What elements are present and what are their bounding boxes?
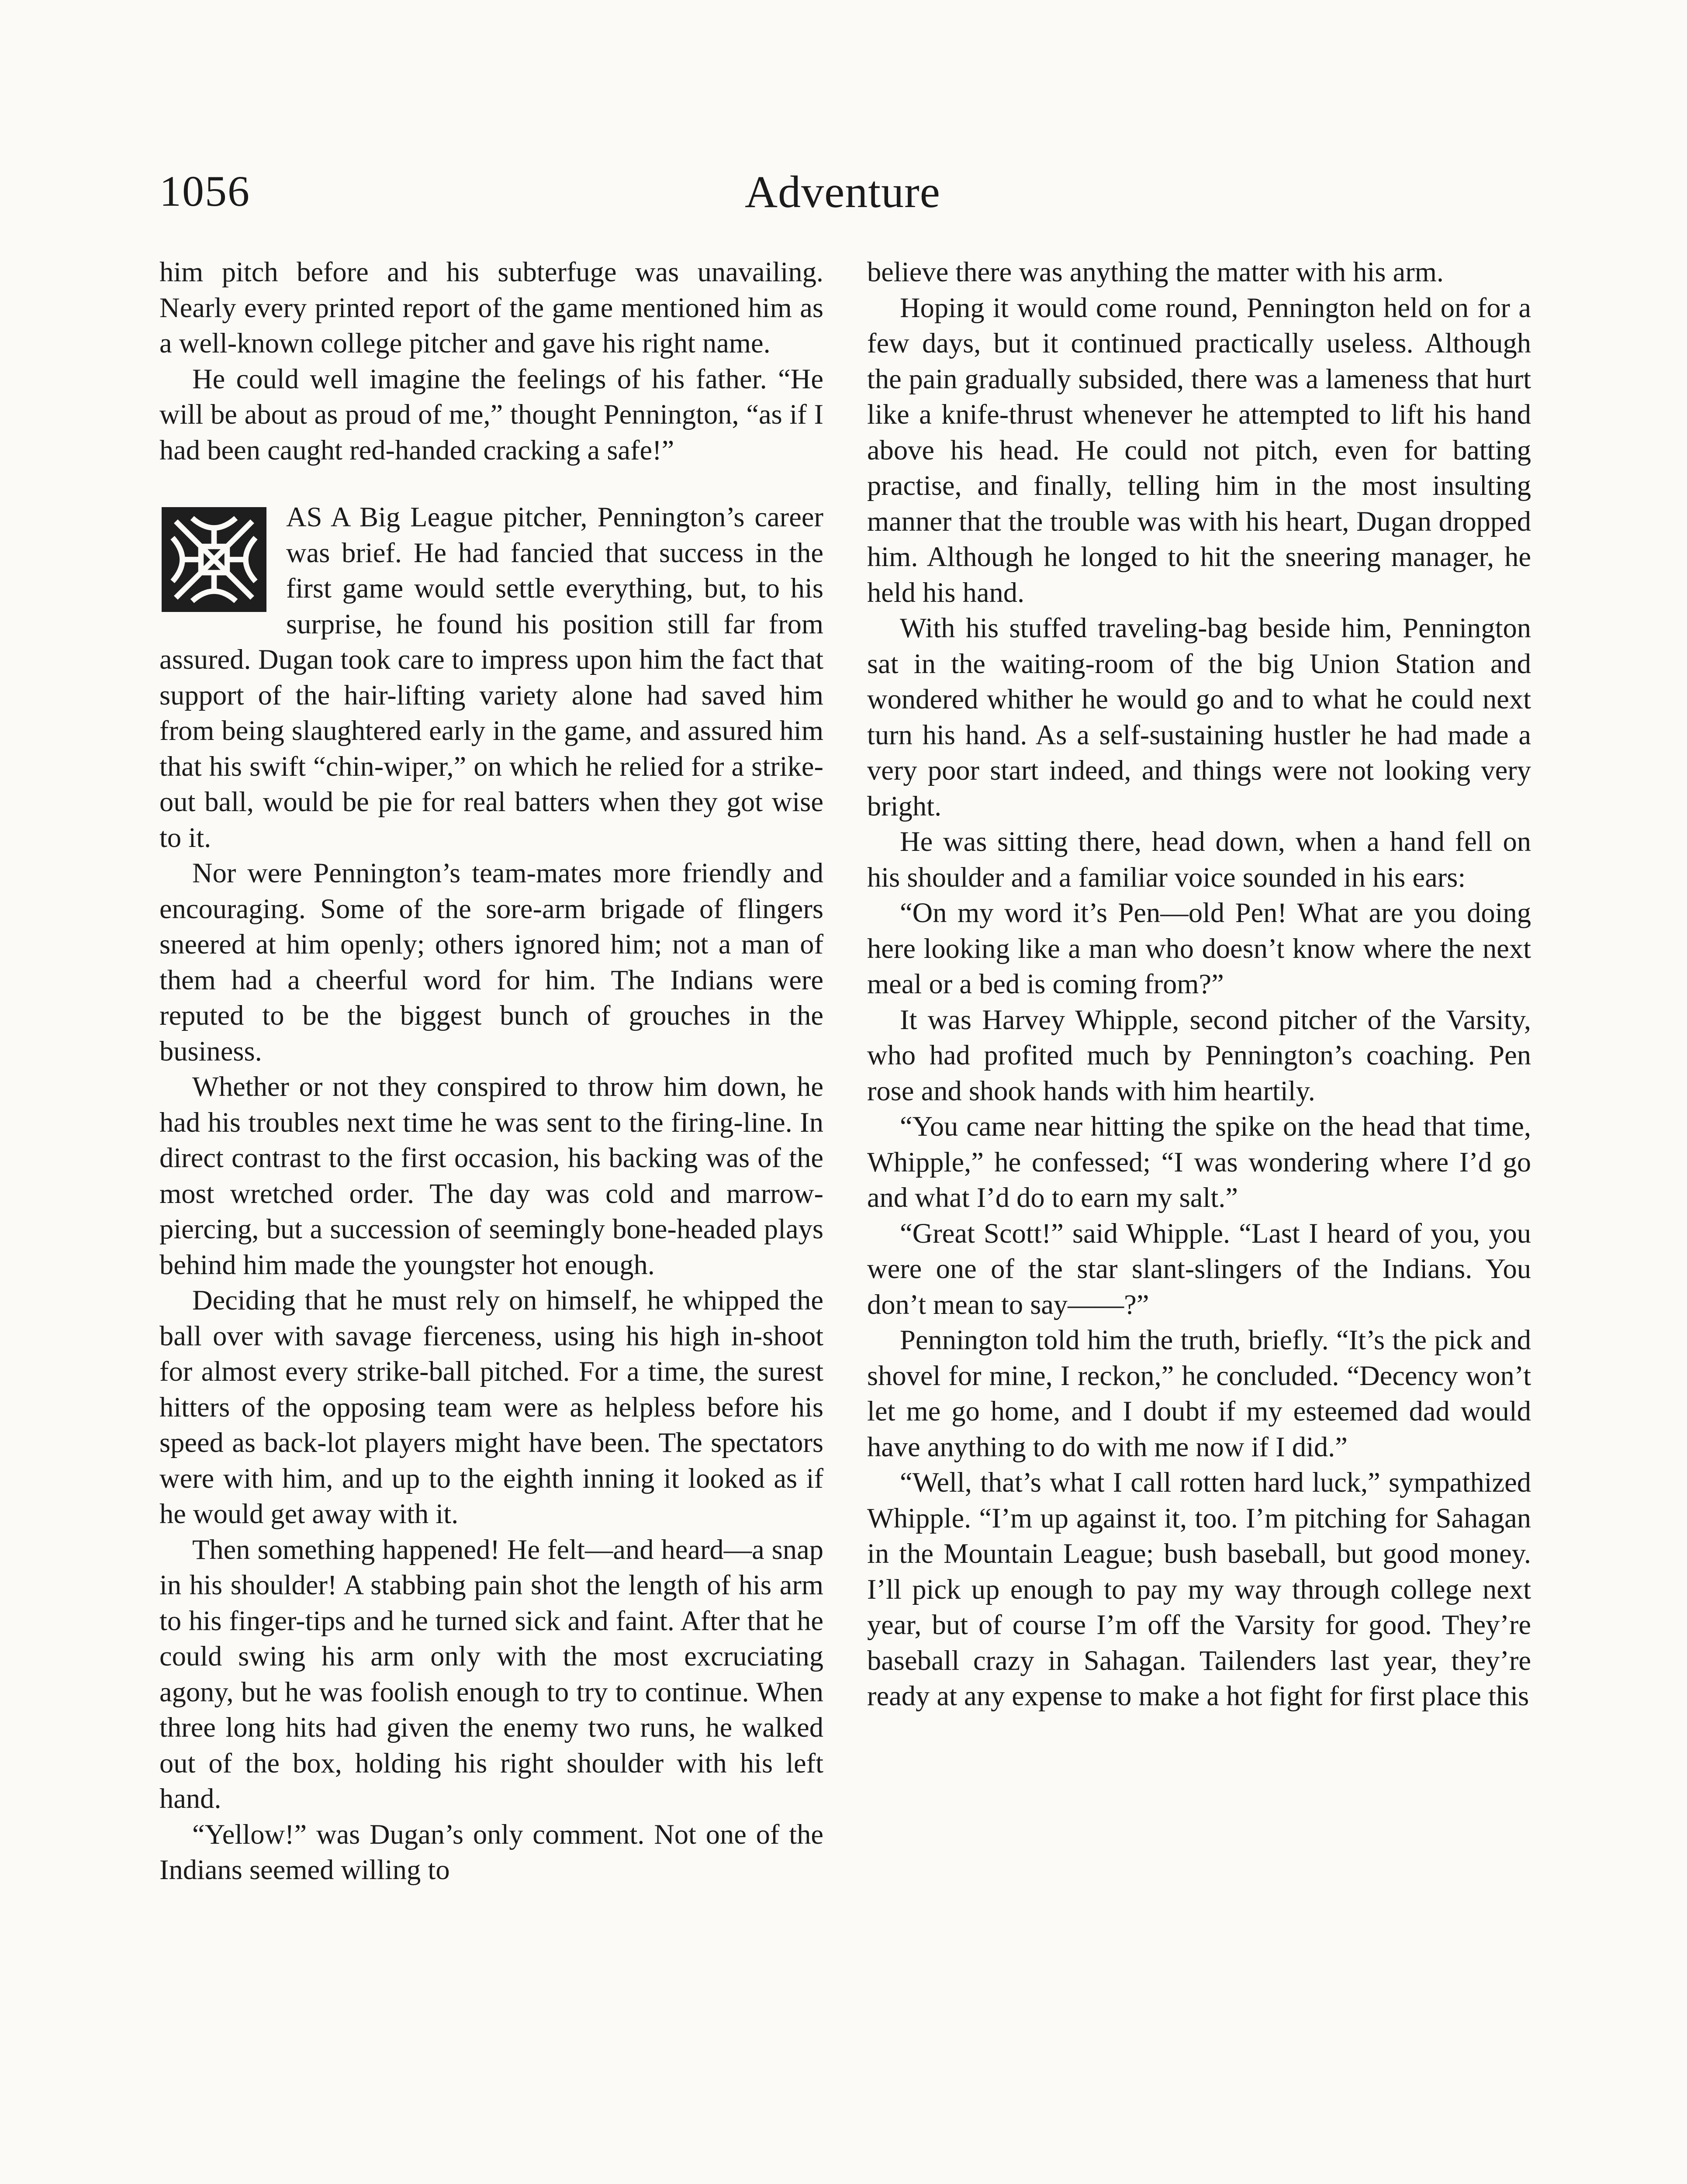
- paragraph: Then something happened! He felt—and heard—a snap in his shoulder! A stabbing pain shot the length of his arm to his finger-tips and he turned sick and faint. After that he could swing his arm only with the most excruciating agony, but he was foolish enough to try to continue. When three long hits had given the enemy two runs, he walked out of the box, holding his right shoulder with his left hand.: [159, 1534, 823, 1814]
- paragraph: “Well, that’s what I call rotten hard luck,” sympathized Whipple. “I’m up against it, too. I’m pitching for Sahagan in the Mountain League; bush baseball, but good money. I’ll pick up enough to pay my way through college next year, but of course I’m off the Varsity for good. They’re baseball crazy in Sahagan. Tailenders last year, they’re ready at any expense to make a hot fight for first place this: [867, 1467, 1531, 1711]
- section-break: [159, 468, 823, 499]
- page-number: 1056: [159, 167, 250, 215]
- paragraph: “You came near hitting the spike on the head that time, Whipple,” he confessed; “I was wondering where I’d go and what I’d do to earn my salt.”: [867, 1111, 1531, 1213]
- running-head: Adventure: [745, 167, 940, 217]
- paragraph: “Great Scott!” said Whipple. “Last I heard of you, you were one of the star slant-slingers of the Indians. You don’t mean to say——?”: [867, 1217, 1531, 1320]
- paragraph: “Yellow!” was Dugan’s only comment. Not one of the Indians seemed willing to: [159, 1818, 823, 1885]
- left-column: [159, 254, 823, 1888]
- paragraph: him pitch before and his subterfuge was unavailing. Nearly every printed report of the game mentioned him as a well-known college pitcher and gave his right name.: [159, 256, 823, 359]
- paragraph: Nor were Pennington’s team-mates more friendly and encouraging. Some of the sore-arm brigade of flingers sneered at him openly; others ignored him; not a man of them had a cheerful word for him. The Indians were reputed to be the biggest bunch of grouches in the business.: [159, 857, 823, 1067]
- paragraph: Hoping it would come round, Pennington held on for a few days, but it continued practically useless. Although the pain gradually subsided, there was a lameness that hurt like a knife-thrust whenever he attempted to lift his hand above his head. He could not pitch, even for batting practise, and finally, telling him in the most insulting manner that the trouble was with his heart, Dugan dropped him. Although he longed to hit the sneering manager, he held his hand.: [867, 292, 1531, 608]
- paragraph: “On my word it’s Pen—old Pen! What are you doing here looking like a man who doesn’t know where the next meal or a bed is coming from?”: [867, 897, 1531, 999]
- paragraph: He could well imagine the feelings of his father. “He will be about as proud of me,” thought Pennington, “as if I had been caught red-handed cracking a safe!”: [159, 363, 823, 466]
- paragraph: Deciding that he must rely on himself, he whipped the ball over with savage fierceness, using his high in-shoot for almost every strike-ball pitched. For a time, the surest hitters of the opposing team were as helpless before his speed as back-lot players might have been. The spectators were with him, and up to the eighth inning it looked as if he would get away with it.: [159, 1285, 823, 1529]
- paragraph: Pennington told him the truth, briefly. “It’s the pick and shovel for mine, I reckon,” he concluded. “Decency won’t let me go home, and I doubt if my esteemed dad would have anything to do with me now if I did.”: [867, 1324, 1531, 1462]
- paragraph: He was sitting there, head down, when a hand fell on his shoulder and a familiar voice sounded in his ears:: [867, 826, 1531, 893]
- paragraph: It was Harvey Whipple, second pitcher of the Varsity, who had profited much by Pennington’s coaching. Pen rose and shook hands with him heartily.: [867, 1004, 1531, 1106]
- paragraph: AS A Big League pitcher, Pennington’s career was brief. He had fancied that success in the first game would settle everything, but, to his surprise, he found his position still far from assured. Dugan took care to impress upon him the fact that support of the hair-lifting variety alone had saved him from being slaughtered early in the game, and assured him that his swift “chin-wiper,” on which he relied for a strike-out ball, would be pie for real batters when they got wise to it.: [159, 501, 823, 853]
- right-column: [867, 254, 1531, 1714]
- paragraph: Whether or not they conspired to throw him down, he had his troubles next time he was sent to the firing-line. In direct contrast to the first occasion, his backing was of the most wretched order. The day was cold and marrow-piercing, but a succession of seemingly bone-headed plays behind him made the youngster hot enough.: [159, 1071, 823, 1280]
- paragraph: believe there was anything the matter with his arm.: [867, 256, 1444, 287]
- celtic-knot-ornament-icon: [159, 504, 269, 615]
- paragraph: With his stuffed traveling-bag beside him, Pennington sat in the waiting-room of the big Union Station and wondered whither he would go and to what he could next turn his hand. As a self-sustaining hustler he had made a very poor start indeed, and things were not looking very bright.: [867, 612, 1531, 822]
